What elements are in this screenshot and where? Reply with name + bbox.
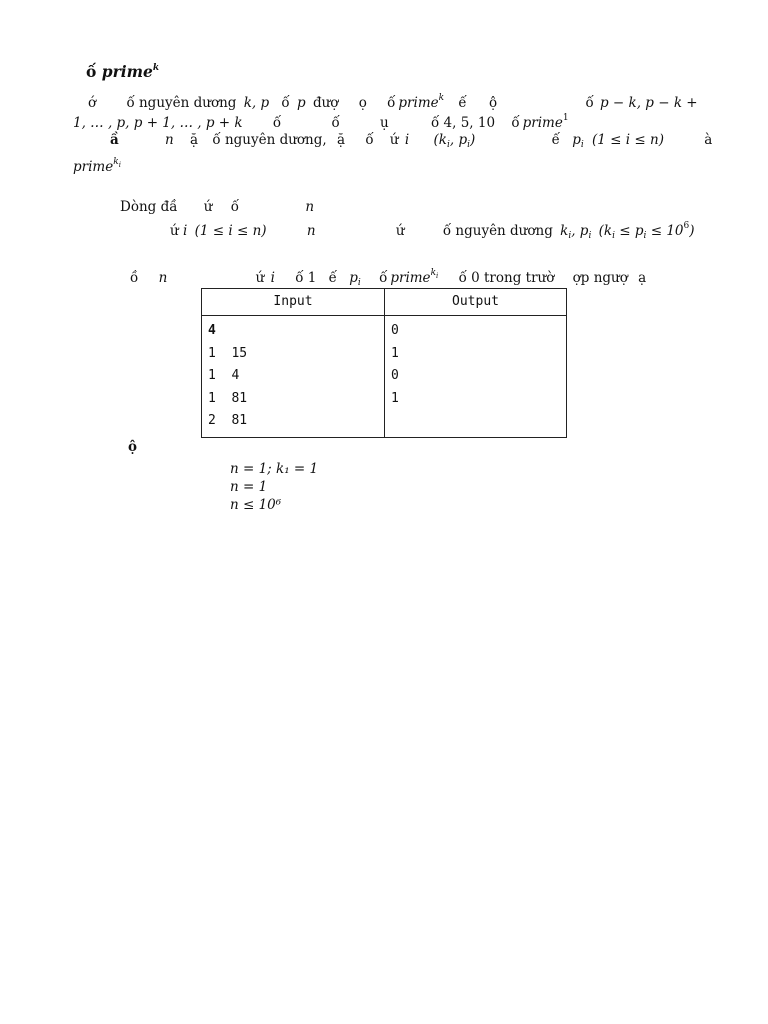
- sample-io-table: [201, 288, 567, 438]
- output-line: 1: [391, 345, 399, 361]
- title-exp: k: [152, 63, 160, 73]
- output-line: 1: [391, 390, 399, 406]
- input-header: Input: [202, 289, 385, 316]
- subtask-1: n = 1; k₁ = 1: [230, 461, 319, 477]
- input-line: 1 15: [208, 345, 248, 361]
- output-header: Output: [385, 289, 567, 316]
- statement-line-4: prime$^{ki}$: [73, 157, 121, 175]
- input-line: 4: [208, 323, 216, 338]
- input-line: 1 81: [208, 390, 248, 406]
- output-section: ồ n ứ i ố 1 ế $p_i$ ố prime$^{ki}$ ố 0 trong trườ ợp ngượ ạ: [130, 268, 647, 288]
- output-line: 0: [391, 368, 399, 383]
- input-cell: [202, 316, 385, 438]
- input-line: 2 81: [208, 413, 248, 428]
- subtask-2: n = 1: [230, 479, 268, 495]
- problem-title: [86, 62, 159, 81]
- output-cell: [385, 316, 567, 438]
- statement-line-3: ầ n ặ ố nguyên dương, ặ ố ứ i ($k_i$, $p_i$) ế $p_i$ (1 ≤ i ≤ n) à: [110, 132, 713, 150]
- input-line-2: ứ i (1 ≤ i ≤ n) n ứ ố nguyên dương $k_i$, $p_i$ $(k_i \le p_i \le 10^6)$: [170, 221, 695, 241]
- subtask-3: n ≤ 10⁶: [230, 497, 282, 513]
- title-var: prime: [101, 62, 153, 81]
- title-prefix: ố: [86, 62, 102, 81]
- subtasks-label: ộ: [128, 439, 138, 455]
- input-line-1: Dòng đầ ứ ố n: [120, 199, 315, 215]
- output-line: 0: [391, 323, 399, 338]
- statement-line-2: 1, … , p, p + 1, … , p + k ố ố ụ ố 4, 5, 10 ố prime$^1$: [73, 113, 569, 131]
- statement-line-1: ớ ố nguyên dương k, p ố p đượ ọ ố prime$^k$ ế ộ ố p − k, p − k +: [88, 93, 698, 111]
- subtasks-list: [230, 460, 318, 514]
- input-line: 1 4: [208, 368, 240, 383]
